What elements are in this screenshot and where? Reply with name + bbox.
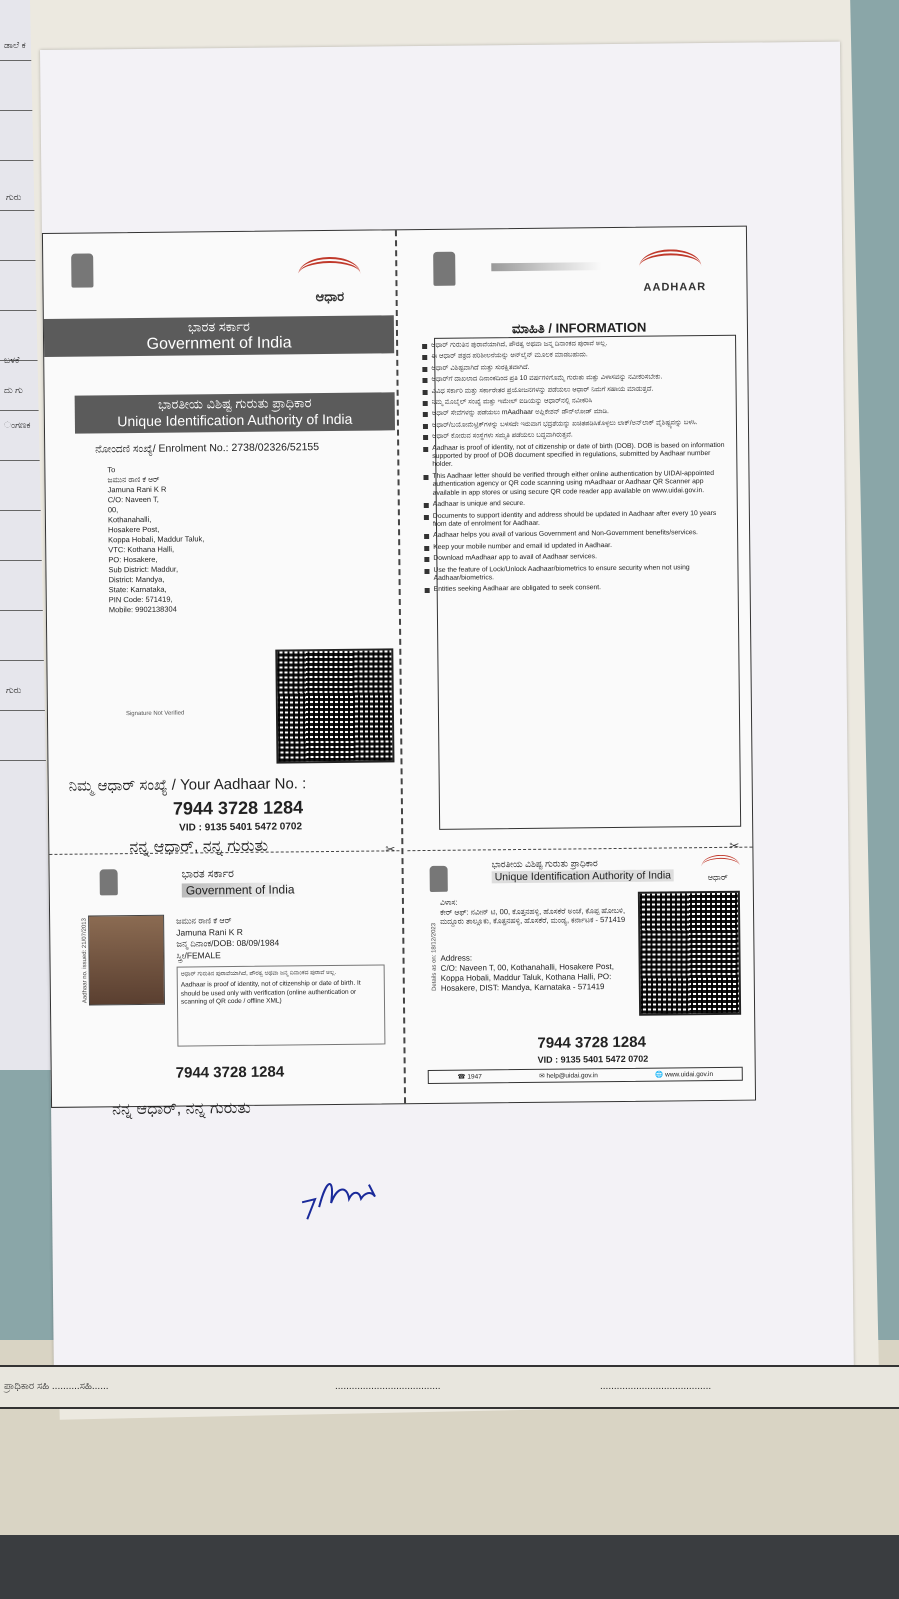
phone-value: 1947	[467, 1073, 482, 1081]
card-dob: ಜನ್ಮ ದಿನಾಂಕ/DOB: 08/09/1984	[176, 937, 280, 949]
card-note-kn: ಆಧಾರ್ ಗುರುತಿನ ಪುರಾವೆಯಾಗಿದೆ, ಪೌರತ್ವ ಅಥವಾ ಜನ್ಮ ದಿನಾಂಕದ ಪುರಾವೆ ಅಲ್ಲ.	[180, 969, 337, 978]
info-bullet	[423, 441, 729, 469]
card-note-box	[177, 964, 386, 1046]
address-line: 00,	[107, 505, 119, 515]
web-value: www.uidai.gov.in	[665, 1071, 714, 1079]
bullet-square-icon	[423, 475, 428, 480]
info-bullet-text: This Aadhaar letter should be verified through either online authentication by UIDAI-appointed authentication agency or QR code scanning using mAadhaar or Aadhaar QR Scanner app available in app stores or using secure QR code reader app available on www.uidai.gov.in.	[432, 469, 715, 497]
bullet-square-icon	[423, 435, 428, 440]
uidai-band-kn: ಭಾರತೀಯ ವಿಶಿಷ್ಟ ಗುರುತು ಪ್ರಾಧಿಕಾರ	[157, 395, 312, 412]
scissors-icon: ✂	[729, 838, 740, 853]
national-emblem-icon	[430, 866, 448, 892]
bullet-square-icon	[422, 378, 427, 383]
bullet-square-icon	[422, 344, 427, 349]
info-box	[416, 335, 739, 828]
bullet-square-icon	[424, 514, 429, 519]
info-bullet	[424, 509, 730, 529]
bullet-square-icon	[423, 412, 428, 417]
address-line: District: Mandya,	[108, 574, 165, 585]
address-line: To	[107, 465, 116, 475]
form-field-2: ......................................	[335, 1381, 441, 1392]
address-line: Jamuna Rani K R	[107, 484, 167, 495]
info-bullet-text: ಈ ಆಧಾರ್ ಪತ್ರದ ಪರಿಶೀಲನೆಯನ್ನು ಆನ್‌ಲೈನ್ ಮೂಲಕ ಮಾಡಬಹುದು.	[431, 351, 588, 361]
card-gov-kn: ಭಾರತ ಸರ್ಕಾರ	[181, 868, 234, 881]
book-fragment: ಡಾಲೆ ಕ	[4, 40, 26, 50]
form-field-1: ಪ್ರಾಧಿಕಾರ ಸಹಿ ..........ಸಹಿ......	[4, 1381, 109, 1392]
address-line: PO: Hosakere,	[108, 554, 158, 565]
aadhaar-number: 7944 3728 1284	[172, 797, 304, 819]
aadhaar-logo-text: AADHAAR	[643, 281, 707, 294]
card-aadhaar-number: 7944 3728 1284	[175, 1063, 285, 1082]
card-back-uidai-en: Unique Identification Authority of India	[492, 869, 674, 883]
card-back	[425, 851, 747, 1092]
card-back-vid: VID : 9135 5401 5472 0702	[537, 1053, 649, 1065]
card-slogan: ನನ್ನ ಆಧಾರ್, ನನ್ನ ಗುರುತು	[112, 1099, 251, 1119]
address-line: Hosakere Post,	[107, 524, 160, 535]
info-bullet	[423, 419, 729, 431]
info-bullet-text: Entities seeking Aadhaar are obligated to seek consent.	[433, 584, 602, 594]
info-bullet	[423, 384, 729, 396]
uidai-band	[75, 392, 395, 433]
bullet-square-icon	[424, 534, 429, 539]
your-aadhaar-label: ನಿಮ್ಮ ಆಧಾರ್ ಸಂಖ್ಯೆ / Your Aadhaar No. :	[68, 775, 307, 795]
bullet-square-icon	[423, 390, 428, 395]
handwritten-signature	[297, 1166, 388, 1227]
info-bullet-text: Aadhaar is unique and secure.	[432, 500, 526, 509]
scissors-icon: ✂	[385, 842, 396, 857]
email-link[interactable]: ✉ help@uidai.gov.in	[539, 1072, 598, 1080]
card-gender: ಸ್ತ್ರೀ/FEMALE	[176, 950, 221, 961]
card-back-side-text: Details as on: 18/12/2023	[431, 922, 438, 991]
bullet-square-icon	[422, 367, 427, 372]
info-bullet	[424, 529, 730, 541]
info-bullet-text: ಆಧಾರ್ ವಿಶಿಷ್ಟವಾಗಿದೆ ಮತ್ತು ಸುರಕ್ಷಿತವಾಗಿದೆ.	[431, 363, 530, 372]
card-name-en: Jamuna Rani K R	[176, 926, 243, 938]
info-bullet	[422, 362, 728, 374]
gov-band-en: Government of India	[146, 334, 292, 353]
card-front	[71, 854, 393, 1095]
letter-back	[401, 227, 755, 1104]
bullet-square-icon	[424, 568, 429, 573]
bottom-form-strip	[0, 1365, 899, 1409]
address-line: VTC: Kothana Halli,	[108, 544, 175, 555]
info-bullet	[424, 563, 730, 583]
card-gov-en: Government of India	[182, 882, 299, 897]
bullet-square-icon	[423, 424, 428, 429]
address-line: Koppa Hobali, Maddur Taluk,	[108, 534, 205, 545]
email-value: help@uidai.gov.in	[546, 1072, 598, 1080]
national-emblem-icon	[71, 253, 93, 287]
info-bullet	[424, 552, 730, 564]
recipient-address	[107, 464, 205, 615]
bullet-square-icon	[422, 355, 427, 360]
slogan: ನನ್ನ ಆಧಾರ್, ನನ್ನ ಗುರುತು	[129, 837, 269, 857]
uidai-band-en: Unique Identification Authority of India	[117, 410, 353, 430]
vid-number: VID : 9135 5401 5472 0702	[179, 821, 303, 834]
bullet-square-icon	[425, 588, 430, 593]
card-back-logo-text: ಆಧಾರ್	[707, 872, 728, 883]
book-fragment: ಂಗಣಕ	[4, 420, 31, 430]
redacted-bar	[491, 262, 601, 271]
info-bullet-text: Aadhaar is proof of identity, not of citizenship or date of birth (DOB). DOB is based on information supported by proof of DOB document specified in regulations, submitted by Aadhaar number holder.	[432, 441, 725, 469]
phone-number: ☎ 1947	[457, 1073, 482, 1081]
gov-band-kn: ಭಾರತ ಸರ್ಕಾರ	[187, 318, 250, 335]
info-bullet	[423, 470, 729, 498]
info-bullet-text: ಆಧಾರ್/ಬಯೋಮೆಟ್ರಿಕ್‌ಗಳನ್ನು ಬಳಸದೇ ಇರುವಾಗ ಭದ್ರತೆಯನ್ನು ಖಚಿತಪಡಿಸಿಕೊಳ್ಳಲು ಲಾಕ್/ಅನ್‌ಲಾಕ್ ವೈಶಿಷ್ಟ್ಯವನ್ನು ಬಳಸಿ.	[431, 418, 698, 429]
card-back-qr-code	[638, 891, 741, 1016]
form-field-3: ........................................	[600, 1381, 712, 1392]
book-fragment: ಗುರು	[6, 685, 22, 695]
signature-stamp	[126, 710, 206, 718]
card-back-address-en: C/O: Naveen T, 00, Kothanahalli, Hosakere Post, Koppa Hobali, Maddur Taluk, Kothana Halli, PO: Hosakere, DIST: Mandya, Karnataka - 571419	[440, 962, 614, 993]
info-bullet-text: ಆಧಾರ್‌ಗೆ ದಾಖಲಾದ ದಿನಾಂಕದಿಂದ ಪ್ರತಿ 10 ವರ್ಷಗಳಿಗೊಮ್ಮೆ ಗುರುತು ಮತ್ತು ವಿಳಾಸವನ್ನು ನವೀಕರಿಸಬೇಕು.	[431, 373, 663, 384]
address-line: Kothanahalli,	[107, 514, 152, 525]
card-back-aadhaar-number: 7944 3728 1284	[537, 1033, 646, 1052]
address-line: ಜಮುನ ರಾಣಿ ಕೆ ಆರ್	[107, 474, 160, 485]
info-bullet	[425, 583, 731, 595]
bullet-square-icon	[423, 447, 428, 452]
info-bullet	[422, 373, 728, 385]
bullet-square-icon	[424, 546, 429, 551]
book-fragment: ದು ಗು	[4, 385, 23, 395]
card-note-en: Aadhaar is proof of identity, not of citizenship or date of birth. It should be used only with verification (online authentication or scanning of QR code / offline XML)	[180, 979, 361, 1006]
card-name-kn: ಜಮುನ ರಾಣಿ ಕೆ ಆರ್	[176, 916, 232, 926]
info-bullet	[424, 498, 730, 510]
info-bullet	[423, 396, 729, 408]
info-bullet-text: ಆಧಾರ್ ಕೋರುವ ಸಂಸ್ಥೆಗಳು ಸಮ್ಮತಿ ಪಡೆಯಲು ಬದ್ಧವಾಗಿರುತ್ತವೆ.	[432, 431, 573, 441]
info-bullet-text: Download mAadhaar app to avail of Aadhaar services.	[433, 553, 597, 563]
book-fragment: ಗುರು	[6, 192, 22, 202]
info-bullet-text: Documents to support identity and address should be updated in Aadhaar after every 10 years from date of enrolment for Aadhaar.	[432, 509, 717, 528]
info-bullet	[422, 339, 728, 351]
address-line: PIN Code: 571419,	[108, 594, 173, 605]
book-fragment: ಬಳಕೆ	[4, 355, 20, 365]
gov-band	[44, 315, 394, 357]
info-bullet-text: ನಿಮ್ಮ ಮೊಬೈಲ್ ಸಂಖ್ಯೆ ಮತ್ತು ಇಮೇಲ್ ಐಡಿಯನ್ನು ಆಧಾರ್‌ನಲ್ಲಿ ನವೀಕರಿಸಿ	[431, 397, 593, 406]
card-back-uidai-kn: ಭಾರತೀಯ ವಿಶಿಷ್ಟ ಗುರುತು ಪ್ರಾಧಿಕಾರ	[491, 858, 598, 870]
qr-code	[275, 648, 394, 763]
info-bullet	[423, 407, 729, 419]
address-line: State: Karnataka,	[108, 584, 167, 595]
bullet-square-icon	[424, 557, 429, 562]
card-back-address-en-label: Address:	[440, 953, 473, 963]
address-line: C/O: Naveen T,	[107, 494, 159, 505]
card-back-address-kn-label: ವಿಳಾಸ:	[439, 897, 458, 907]
national-emblem-icon	[100, 869, 118, 895]
desk-surface	[0, 1535, 899, 1599]
info-bullet-text: Use the feature of Lock/Unlock Aadhaar/biometrics to ensure security when not using Aadhaar/biometrics.	[433, 563, 690, 582]
aadhaar-letter	[42, 226, 756, 1119]
info-bullet-text: ಆಧಾರ್ ಗುರುತಿನ ಪುರಾವೆಯಾಗಿದೆ, ಪೌರತ್ವ ಅಥವಾ ಜನ್ಮ ದಿನಾಂಕದ ಪುರಾವೆ ಅಲ್ಲ.	[431, 340, 608, 349]
info-bullet	[424, 541, 730, 553]
bullet-square-icon	[423, 401, 428, 406]
address-line: Sub District: Maddur,	[108, 564, 179, 575]
bullet-square-icon	[424, 503, 429, 508]
info-bullets	[416, 335, 737, 595]
info-title: ಮಾಹಿತಿ / INFORMATION	[511, 319, 647, 337]
letter-front	[43, 230, 402, 1119]
card-back-address-kn: ಕೇರ್ ಆಫ್: ನವೀನ್ ಟಿ, 00, ಕೊತ್ತನಹಳ್ಳಿ, ಹೊಸಕೆರೆ ಅಂಚೆ, ಕೊಪ್ಪ ಹೋಬಳಿ, ಮದ್ದೂರು ತಾಲ್ಲೂಕು, ಕೊತ್ತನಹಳ್ಳಿ, ಹೊಸಕೆರೆ, ಮಂಡ್ಯ, ಕರ್ನಾಟಕ - 571419	[440, 905, 626, 926]
info-bullet-text: Keep your mobile number and email id updated in Aadhaar.	[433, 541, 612, 551]
aadhaar-logo-icon	[639, 249, 701, 284]
address-line: Mobile: 9902138304	[108, 604, 177, 615]
web-link[interactable]: 🌐 www.uidai.gov.in	[655, 1071, 714, 1079]
enrolment-number: ನೋಂದಣಿ ಸಂಖ್ಯೆ/ Enrolment No.: 2738/02326/52155	[95, 441, 320, 456]
info-bullet	[423, 430, 729, 442]
info-bullet-text: ಆಧಾರ್ ಸೇವೆಗಳನ್ನು ಪಡೆಯಲು mAadhaar ಅಪ್ಲಿಕೇಶನ್ ಡೌನ್‌ಲೋಡ್ ಮಾಡಿ.	[431, 408, 609, 418]
aadhaar-logo-text: ಆಧಾರ	[315, 288, 345, 305]
aadhaar-letter-sheet	[40, 42, 854, 1380]
holder-photo	[88, 915, 165, 1006]
info-bullet-text: ವಿವಿಧ ಸರ್ಕಾರಿ ಮತ್ತು ಸರ್ಕಾರೇತರ ಪ್ರಯೋಜನಗಳನ್ನು ಪಡೆಯಲು ಆಧಾರ್ ನಿಮಗೆ ಸಹಾಯ ಮಾಡುತ್ತದೆ.	[431, 385, 654, 395]
signature-status: Signature Not Verified	[125, 710, 185, 718]
national-emblem-icon	[433, 252, 455, 286]
info-bullet-text: Aadhaar helps you avail of various Government and Non-Government benefits/services.	[433, 529, 698, 540]
info-bullet	[422, 350, 728, 362]
card-side-text: Aadhaar no. issued: 21/07/2013	[81, 918, 89, 1004]
aadhaar-logo-icon	[298, 257, 360, 292]
